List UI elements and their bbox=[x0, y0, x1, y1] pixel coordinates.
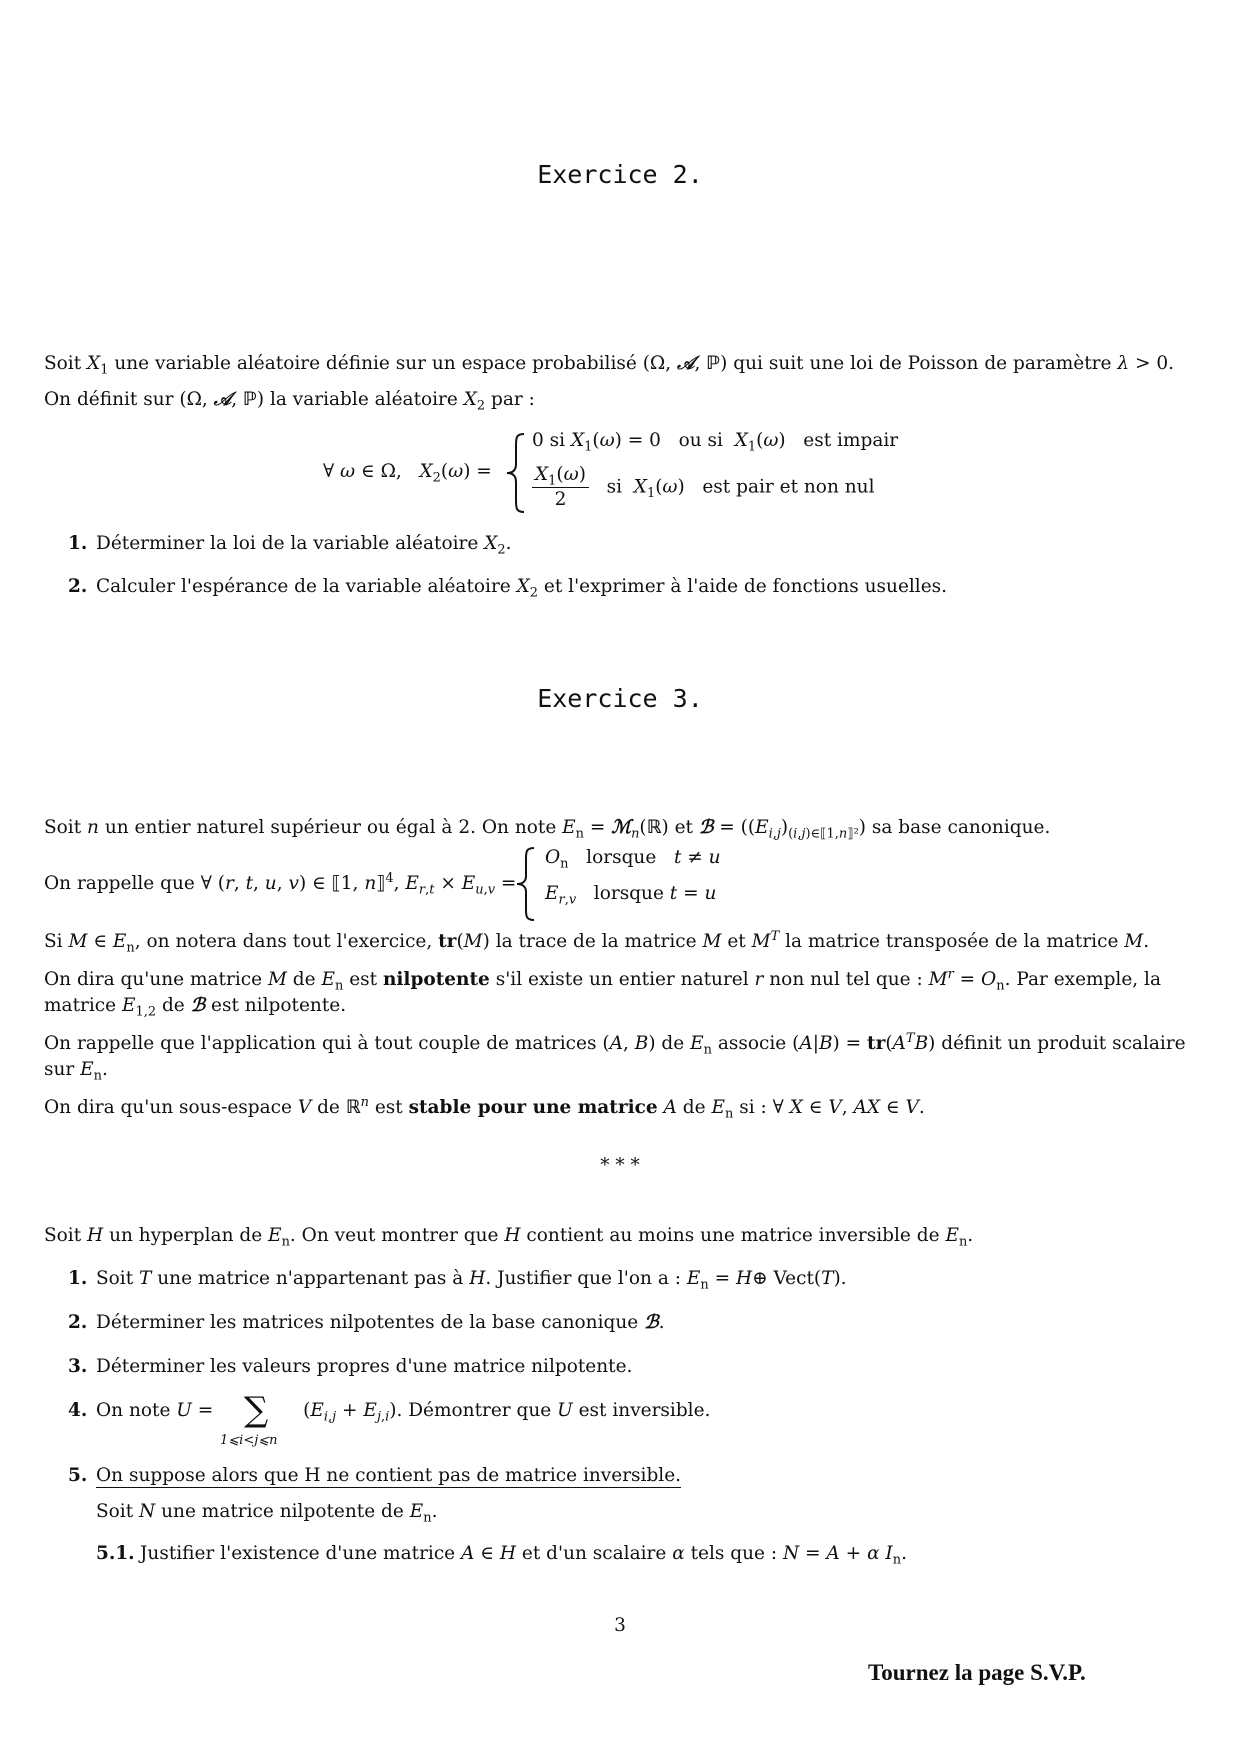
sum-symbol: ∑ bbox=[244, 1390, 269, 1430]
ex3-question-5-1: 5.1. Justifier l'existence d'une matrice A ∈ H et d'un scalaire α tels que : N = A + α $I_n$. bbox=[96, 1543, 907, 1568]
ex3-question-3: 3. Déterminer les valeurs propres d'une matrice nilpotente. bbox=[68, 1356, 633, 1377]
ex3-para-2: On rappelle que ∀ (r, t, u, v) ∈ ⟦1, n⟧$^4$, $E_{r,t} \times E_{u,v}$ = bbox=[44, 870, 517, 898]
ex3-para-4: On dira qu'une matrice M de $E_n$ est nilpotente s'il existe un entier naturel r non nul tel que : $M^r = O_n$. Par exemple, la bbox=[44, 966, 1161, 994]
ex2-question-1: 1. Déterminer la loi de la variable aléatoire $X_2$. bbox=[68, 533, 512, 558]
ex3-para-5: On rappelle que l'application qui à tout couple de matrices (A, B) de $E_n$ associe $(A|B) = tr(A^TB)$ définit un produit scalaire bbox=[44, 1030, 1186, 1058]
ex2-intro-line2: On définit sur (Ω, 𝒜, ℙ) la variable aléatoire $X_2$ par : bbox=[44, 389, 535, 414]
ex3-question-4: 4. On note $U = (E_{i,j} + E_{j,i})$. Démontrer que U est inversible. bbox=[68, 1400, 711, 1425]
ex2-case-2: $\frac{X_1(\omega)}{2}$ si $X_1(\omega)$ est pair et non nul bbox=[532, 463, 875, 512]
ex3-question-1: 1. Soit T une matrice n'appartenant pas à H. Justifier que l'on a : $E_n$ = H⊕ Vect(T). bbox=[68, 1268, 847, 1293]
page-number: 3 bbox=[614, 1615, 626, 1636]
separator-stars: * * * bbox=[600, 1155, 640, 1176]
ex2-case-1: 0 si $X_1(\omega) = 0$ ou si $X_1(\omega)$ est impair bbox=[532, 430, 899, 455]
exercise-2-title: Exercice 2. bbox=[537, 160, 703, 189]
ex3-hyperplan-intro: Soit H un hyperplan de $E_n$. On veut montrer que H contient au moins une matrice inversible de $E_n$. bbox=[44, 1225, 974, 1250]
ex3-para-4-line2: matrice $E_{1,2}$ de ℬ est nilpotente. bbox=[44, 995, 347, 1020]
ex3-para-1: Soit n un entier naturel supérieur ou égal à 2. On note $E_n$ = ℳ$_n$(ℝ) et ℬ = $((E_{i,j})_{(i,j)\in⟦1,n⟧^2})$ sa base canonique. bbox=[44, 817, 1051, 842]
exercise-3-title: Exercice 3. bbox=[537, 684, 703, 713]
ex3-case-2: $E_{r,v}$ lorsque t = u bbox=[545, 883, 717, 908]
ex3-question-5-line2: Soit N une matrice nilpotente de $E_n$. bbox=[96, 1501, 438, 1526]
ex3-question-5: 5. On suppose alors que H ne contient pas de matrice inversible. bbox=[68, 1465, 682, 1486]
sum-index: 1⩽i<j⩽n bbox=[220, 1433, 278, 1448]
ex2-question-2: 2. Calculer l'espérance de la variable aléatoire $X_2$ et l'exprimer à l'aide de fonctions usuelles. bbox=[68, 576, 948, 601]
ex2-def-lhs: ∀ ω ∈ Ω, $X_2(\omega)$ = bbox=[323, 461, 492, 486]
footer-turn-page: Tournez la page S.V.P. bbox=[868, 1660, 1086, 1685]
ex3-case-1: $O_n$ lorsque t ≠ u bbox=[545, 847, 721, 872]
ex3-para-5-line2: sur $E_n$. bbox=[44, 1059, 108, 1084]
ex2-intro-line1: Soit $X_1$ une variable aléatoire définie sur un espace probabilisé (Ω, 𝒜, ℙ) qui suit une loi de Poisson de paramètre λ > 0. bbox=[44, 353, 1174, 378]
ex2-brace bbox=[504, 432, 528, 514]
ex3-brace bbox=[514, 846, 538, 922]
ex3-para-3: Si M ∈ $E_n$, on notera dans tout l'exercice, tr(M) la trace de la matrice M et $M^T$ la matrice transposée de la matrice M. bbox=[44, 928, 1150, 956]
ex3-question-2: 2. Déterminer les matrices nilpotentes de la base canonique ℬ. bbox=[68, 1312, 665, 1333]
ex3-para-6: On dira qu'un sous-espace V de ℝ$^n$ est stable pour une matrice A de $E_n$ si : ∀ X ∈ V, AX ∈ V. bbox=[44, 1094, 925, 1122]
